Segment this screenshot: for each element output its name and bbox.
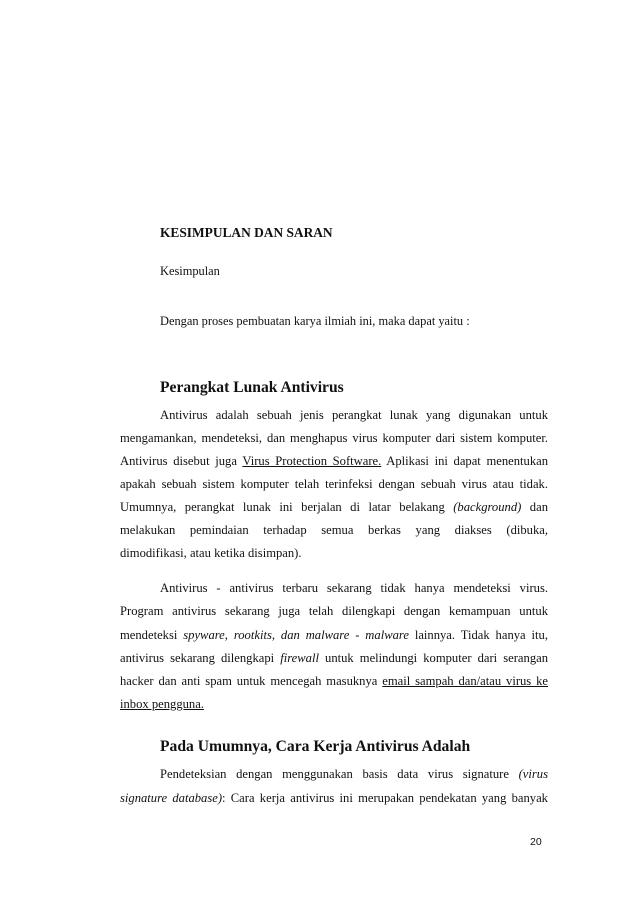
page-number: 20 (530, 836, 542, 848)
para2-line-5: hacker dan anti spam untuk mencegah masuknya email sampah dan/atau virus ke (120, 674, 548, 688)
intro-text: Dengan proses pembuatan karya ilmiah ini, maka dapat yaitu : (160, 314, 470, 328)
chapter-title: KESIMPULAN DAN SARAN (160, 225, 333, 240)
virus-protection-link[interactable]: Virus Protection Software. (242, 454, 382, 468)
email-spam-link[interactable]: email sampah dan/atau virus ke (382, 674, 548, 688)
para2-line-6 (120, 696, 548, 712)
para2-line-1: Antivirus - antivirus terbaru sekarang tidak hanya mendeteksi virus. (160, 581, 548, 595)
para1-line-4: apakah sebuah sistem komputer telah terinfeksi dengan sebuah virus atau tidak. (120, 477, 548, 491)
subsection-title: Kesimpulan (160, 264, 220, 278)
para1-line-5: Umumnya, perangkat lunak ini berjalan di latar belakang (background) dan (120, 500, 548, 514)
para3-line-2: signature database): Cara kerja antivirus ini merupakan pendekatan yang banyak (120, 791, 548, 805)
inbox-link[interactable]: inbox pengguna. (120, 697, 204, 711)
para2-line-2: Program antivirus sekarang juga telah dilengkapi dengan kemampuan untuk (120, 604, 548, 618)
para3-line-1: Pendeteksian dengan menggunakan basis data virus signature (virus (160, 767, 548, 781)
para2-line-3: mendeteksi spyware, rootkits, dan malware - malware lainnya. Tidak hanya itu, (120, 628, 548, 642)
section-heading-antivirus: Perangkat Lunak Antivirus (160, 379, 344, 396)
section-heading-cara-kerja: Pada Umumnya, Cara Kerja Antivirus Adalah (160, 738, 471, 755)
para1-line-2: mengamankan, mendeteksi, dan menghapus virus komputer dari sistem komputer. (120, 431, 548, 445)
para2-line-4: antivirus sekarang dilengkapi firewall untuk melindungi komputer dari serangan (120, 651, 548, 665)
para1-line-7: dimodifikasi, atau ketika disimpan). (120, 546, 302, 560)
para1-line-3: Antivirus disebut juga Virus Protection Software. Aplikasi ini dapat menentukan (120, 454, 549, 468)
para1-line-1: Antivirus adalah sebuah jenis perangkat lunak yang digunakan untuk (160, 408, 548, 422)
para1-line-6: melakukan pemindaian terhadap semua berkas yang diakses (dibuka, (120, 523, 548, 537)
